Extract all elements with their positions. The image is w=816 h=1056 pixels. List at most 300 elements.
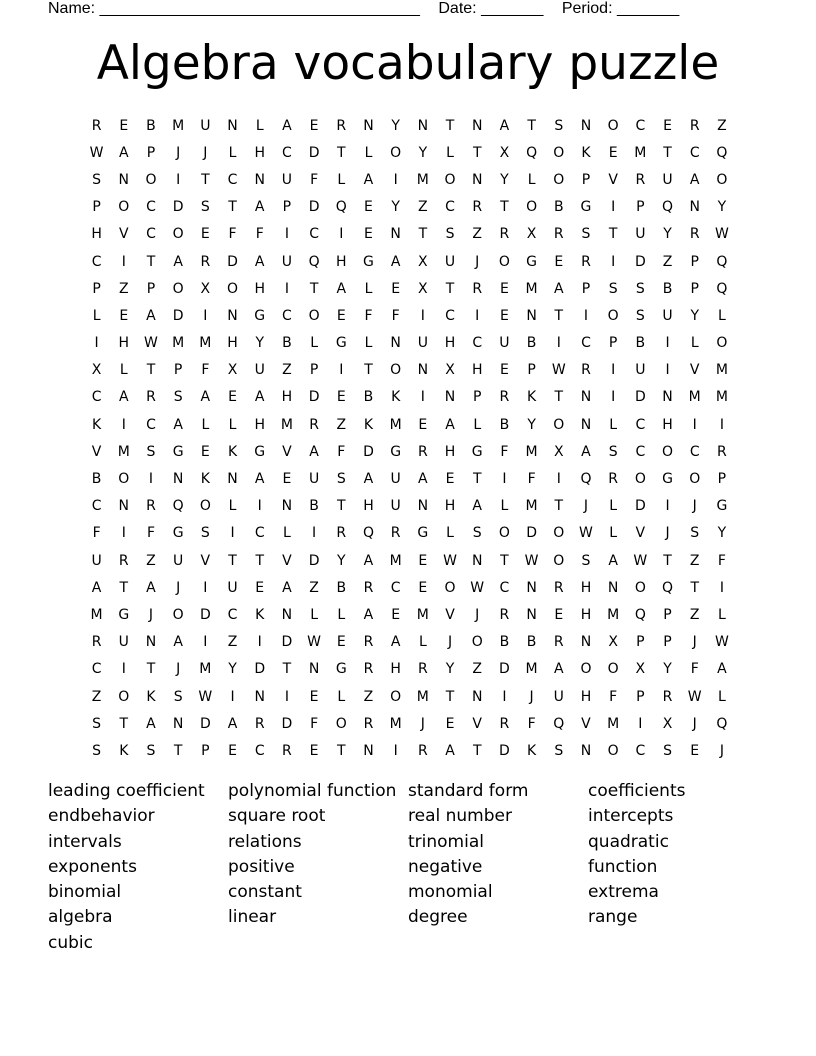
grid-letter: T	[418, 226, 428, 243]
grid-letter: R	[608, 471, 619, 488]
grid-letter: L	[364, 144, 373, 161]
grid-letter: L	[201, 416, 210, 433]
grid-letter: Z	[363, 688, 374, 705]
grid-letter: R	[91, 634, 102, 651]
grid-letter: R	[336, 525, 347, 542]
grid-letter: Z	[146, 552, 156, 569]
grid-letter: A	[309, 443, 319, 460]
grid-letter: E	[445, 471, 455, 488]
grid-letter: H	[444, 498, 456, 515]
grid-letter: O	[172, 226, 184, 243]
grid-letter: B	[499, 634, 510, 651]
grid-letter: S	[200, 525, 210, 542]
grid-letter: T	[472, 471, 482, 488]
grid-letter: P	[636, 634, 645, 651]
grid-letter: Z	[282, 362, 292, 379]
grid-letter: E	[554, 253, 564, 270]
grid-letter: H	[336, 253, 347, 270]
grid-letter: K	[391, 389, 401, 406]
grid-letter: S	[92, 742, 102, 759]
grid-letter: I	[339, 362, 344, 379]
grid-letter: W	[470, 579, 485, 596]
grid-letter: T	[472, 144, 482, 161]
grid-letter: A	[363, 171, 374, 188]
grid-letter: L	[364, 280, 373, 297]
grid-letter: Z	[91, 688, 102, 705]
grid-letter: N	[417, 362, 429, 379]
grid-letter: I	[339, 226, 344, 243]
grid-letter: A	[363, 552, 374, 569]
grid-letter: D	[308, 389, 320, 406]
grid-letter: N	[227, 471, 238, 488]
grid-letter: R	[390, 525, 401, 542]
grid-letter: M	[688, 389, 701, 406]
word-bank-item	[588, 931, 768, 956]
grid-letter: J	[176, 661, 181, 678]
grid-letter: P	[92, 280, 101, 297]
grid-letter: T	[445, 688, 455, 705]
grid-letter: H	[390, 661, 401, 678]
grid-letter: M	[389, 552, 402, 569]
period-field-label: Period: _______	[561, 0, 680, 17]
grid-letter: U	[662, 307, 673, 324]
grid-letter: H	[227, 335, 238, 352]
grid-letter: E	[391, 280, 401, 297]
grid-letter: S	[581, 552, 591, 569]
grid-letter: O	[553, 525, 565, 542]
word-bank-item: trinomial	[408, 831, 484, 852]
grid-letter: L	[690, 335, 699, 352]
grid-letter: D	[634, 253, 646, 270]
grid-letter: P	[201, 742, 210, 759]
grid-letter: I	[94, 335, 99, 352]
grid-letter: S	[608, 280, 618, 297]
grid-letter: E	[445, 715, 455, 732]
grid-letter: W	[579, 525, 593, 542]
grid-letter: V	[581, 715, 591, 732]
grid-letter: D	[281, 715, 293, 732]
grid-letter: E	[255, 579, 265, 596]
grid-letter: M	[525, 443, 538, 460]
word-bank-item: linear	[228, 907, 277, 928]
word-bank-item: cubic	[48, 932, 93, 953]
grid-letter: H	[444, 335, 456, 352]
grid-letter: I	[665, 362, 670, 379]
grid-letter: L	[718, 606, 726, 623]
grid-letter: A	[254, 471, 265, 488]
grid-letter: F	[310, 715, 319, 732]
grid-letter: H	[281, 389, 293, 406]
grid-letter: O	[498, 525, 510, 542]
grid-letter: T	[472, 742, 482, 759]
grid-letter: P	[663, 606, 672, 623]
grid-letter: N	[444, 389, 456, 406]
grid-letter: A	[173, 634, 183, 651]
grid-letter: U	[635, 362, 646, 379]
grid-letter: I	[665, 335, 670, 352]
grid-letter: I	[121, 416, 126, 433]
grid-letter: J	[176, 144, 181, 161]
grid-letter: L	[718, 688, 726, 705]
grid-letter: R	[553, 579, 564, 596]
grid-letter: U	[227, 579, 238, 596]
grid-letter: D	[363, 443, 374, 460]
grid-letter: V	[608, 171, 618, 188]
grid-letter: Q	[172, 498, 184, 515]
grid-letter: D	[308, 552, 320, 569]
grid-letter: P	[636, 688, 645, 705]
grid-letter: Z	[418, 199, 428, 216]
grid-letter: W	[89, 144, 104, 161]
grid-letter: P	[717, 471, 727, 488]
grid-letter: S	[690, 525, 700, 542]
grid-letter: H	[580, 606, 592, 623]
grid-letter: O	[471, 634, 483, 651]
grid-letter: Y	[527, 416, 536, 433]
grid-letter: N	[118, 498, 130, 515]
grid-letter: Z	[336, 416, 347, 433]
grid-letter: H	[118, 335, 130, 352]
word-bank-item	[408, 931, 588, 956]
grid-letter: A	[689, 171, 700, 188]
grid-letter: W	[443, 552, 457, 569]
word-bank-item: monomial	[408, 882, 493, 903]
grid-letter: J	[583, 498, 589, 515]
grid-letter: Z	[717, 117, 727, 134]
grid-letter: U	[281, 253, 293, 270]
grid-letter: T	[255, 552, 264, 569]
grid-letter: T	[309, 280, 319, 297]
grid-letter: U	[254, 362, 265, 379]
grid-letter: E	[228, 742, 237, 759]
grid-letter: W	[714, 634, 729, 651]
grid-letter: M	[416, 606, 429, 623]
grid-letter: E	[391, 606, 401, 623]
grid-letter: R	[363, 634, 374, 651]
grid-letter: N	[580, 742, 592, 759]
grid-letter: J	[475, 253, 480, 270]
grid-letter: T	[500, 552, 509, 569]
grid-letter: H	[580, 688, 592, 705]
grid-letter: I	[611, 253, 616, 270]
grid-letter: I	[719, 579, 724, 596]
grid-letter: B	[336, 579, 347, 596]
grid-letter: R	[717, 443, 727, 460]
grid-letter: Y	[690, 307, 699, 324]
grid-letter: O	[607, 117, 619, 134]
grid-letter: C	[445, 307, 455, 324]
grid-letter: M	[280, 416, 293, 433]
grid-letter: Z	[689, 606, 700, 623]
grid-letter: T	[146, 253, 156, 270]
grid-letter: Z	[309, 579, 319, 596]
grid-letter: S	[608, 443, 618, 460]
grid-letter: O	[689, 471, 701, 488]
grid-letter: R	[282, 742, 292, 759]
grid-letter: O	[227, 280, 239, 297]
grid-letter: R	[499, 226, 510, 243]
grid-letter: T	[500, 199, 509, 216]
grid-letter: B	[363, 389, 374, 406]
grid-letter: S	[200, 199, 210, 216]
grid-letter: O	[390, 688, 402, 705]
grid-letter: H	[254, 144, 265, 161]
grid-letter: B	[553, 199, 564, 216]
grid-letter: V	[445, 606, 455, 623]
grid-letter: G	[716, 498, 728, 515]
grid-letter: P	[309, 362, 319, 379]
grid-letter: Y	[663, 661, 672, 678]
grid-letter: X	[91, 362, 102, 379]
grid-letter: Y	[717, 525, 727, 542]
grid-letter: A	[445, 742, 455, 759]
grid-letter: A	[553, 661, 564, 678]
grid-letter: I	[611, 199, 616, 216]
grid-letter: E	[336, 389, 346, 406]
grid-letter: S	[581, 226, 591, 243]
grid-letter: O	[607, 742, 619, 759]
grid-letter: A	[173, 253, 183, 270]
grid-letter: O	[526, 199, 538, 216]
grid-letter: R	[336, 117, 347, 134]
grid-letter: I	[148, 471, 154, 488]
grid-letter: Y	[228, 661, 237, 678]
grid-letter: W	[524, 552, 539, 569]
grid-letter: N	[471, 171, 483, 188]
grid-letter: B	[282, 335, 292, 352]
grid-letter: S	[92, 715, 102, 732]
grid-letter: C	[254, 742, 265, 759]
grid-letter: G	[335, 335, 347, 352]
grid-letter: F	[255, 226, 264, 243]
grid-letter: O	[716, 171, 728, 188]
grid-letter: I	[121, 253, 126, 270]
grid-letter: T	[663, 552, 672, 569]
grid-letter: V	[91, 443, 102, 460]
grid-letter: Q	[553, 715, 565, 732]
grid-letter: V	[200, 552, 211, 569]
grid-letter: Q	[580, 471, 592, 488]
grid-letter: N	[172, 715, 184, 732]
grid-letter: X	[499, 144, 510, 161]
grid-letter: X	[227, 362, 238, 379]
grid-letter: F	[201, 362, 210, 379]
grid-letter: E	[499, 280, 509, 297]
grid-letter: N	[471, 117, 483, 134]
grid-letter: C	[635, 443, 646, 460]
grid-letter: N	[363, 117, 374, 134]
grid-letter: M	[389, 416, 402, 433]
grid-letter: O	[308, 307, 320, 324]
grid-letter: E	[336, 634, 346, 651]
grid-letter: N	[281, 498, 293, 515]
grid-letter: C	[91, 389, 102, 406]
grid-letter: A	[227, 715, 238, 732]
grid-letter: K	[527, 389, 537, 406]
grid-letter: I	[665, 498, 670, 515]
grid-letter: L	[228, 144, 237, 161]
grid-letter: M	[607, 606, 620, 623]
grid-letter: N	[471, 688, 483, 705]
grid-letter: R	[499, 715, 510, 732]
grid-letter: Y	[500, 171, 509, 188]
grid-letter: F	[527, 471, 536, 488]
grid-letter: A	[118, 389, 129, 406]
grid-letter: H	[91, 226, 102, 243]
grid-letter: L	[337, 171, 346, 188]
grid-letter: L	[718, 307, 726, 324]
grid-letter: L	[255, 117, 264, 134]
grid-letter: N	[662, 389, 673, 406]
grid-letter: R	[472, 280, 483, 297]
grid-letter: C	[689, 144, 700, 161]
grid-letter: N	[363, 742, 374, 759]
grid-letter: M	[199, 335, 212, 352]
grid-letter: P	[146, 280, 156, 297]
grid-letter: C	[91, 498, 102, 515]
grid-letter: I	[638, 715, 643, 732]
grid-letter: G	[172, 525, 184, 542]
grid-letter: A	[200, 389, 211, 406]
grid-letter: X	[635, 661, 646, 678]
grid-letter: Z	[689, 552, 700, 569]
grid-letter: R	[689, 226, 700, 243]
grid-letter: A	[608, 552, 618, 569]
grid-letter: H	[444, 443, 456, 460]
grid-letter: U	[390, 471, 401, 488]
grid-letter: J	[148, 606, 154, 623]
grid-letter: A	[146, 307, 156, 324]
grid-letter: R	[499, 606, 510, 623]
grid-letter: S	[472, 525, 482, 542]
grid-letter: T	[337, 144, 346, 161]
grid-letter: V	[282, 443, 292, 460]
grid-letter: W	[144, 335, 158, 352]
grid-letter: Q	[716, 280, 728, 297]
grid-letter: X	[200, 280, 211, 297]
grid-letter: B	[526, 634, 537, 651]
grid-letter: I	[692, 416, 697, 433]
grid-letter: G	[254, 307, 266, 324]
grid-letter: X	[418, 280, 428, 297]
grid-letter: L	[119, 362, 128, 379]
grid-letter: L	[473, 416, 482, 433]
grid-letter: A	[146, 579, 156, 596]
grid-letter: C	[146, 416, 156, 433]
grid-letter: S	[635, 280, 645, 297]
word-bank-item: exponents	[48, 856, 137, 877]
word-bank-item: extrema	[588, 882, 659, 903]
grid-letter: I	[502, 688, 507, 705]
grid-letter: E	[200, 226, 210, 243]
word-bank-item: degree	[408, 907, 468, 928]
grid-letter: M	[172, 335, 185, 352]
grid-letter: K	[119, 742, 129, 759]
grid-letter: E	[119, 307, 129, 324]
grid-letter: Z	[472, 226, 483, 243]
grid-letter: E	[282, 471, 292, 488]
grid-letter: O	[118, 688, 130, 705]
grid-letter: T	[337, 498, 346, 515]
grid-letter: J	[475, 606, 480, 623]
grid-letter: L	[364, 335, 373, 352]
grid-letter: Q	[634, 606, 646, 623]
grid-letter: O	[662, 443, 674, 460]
grid-letter: P	[282, 199, 292, 216]
grid-letter: E	[418, 416, 428, 433]
grid-letter: A	[363, 471, 374, 488]
grid-letter: R	[662, 688, 673, 705]
grid-letter: M	[525, 280, 538, 297]
grid-letter: W	[633, 552, 648, 569]
grid-letter: I	[203, 307, 208, 324]
grid-letter: A	[146, 715, 156, 732]
grid-letter: K	[146, 688, 156, 705]
grid-letter: D	[634, 389, 646, 406]
grid-letter: Y	[391, 117, 400, 134]
name-field-label: Name: ____________________________________	[48, 0, 420, 17]
word-bank-item: binomial	[48, 882, 122, 903]
grid-letter: I	[257, 634, 262, 651]
grid-letter: M	[416, 688, 429, 705]
grid-letter: N	[254, 171, 265, 188]
grid-letter: N	[580, 389, 592, 406]
grid-letter: U	[662, 171, 673, 188]
grid-letter: C	[390, 579, 401, 596]
grid-letter: D	[634, 498, 646, 515]
grid-letter: A	[717, 661, 727, 678]
grid-letter: A	[445, 416, 455, 433]
grid-letter: L	[337, 688, 346, 705]
grid-letter: M	[416, 171, 429, 188]
grid-letter: N	[145, 634, 157, 651]
grid-letter: M	[525, 661, 538, 678]
grid-letter: A	[418, 471, 428, 488]
grid-letter: M	[607, 715, 620, 732]
grid-letter: O	[580, 661, 592, 678]
grid-letter: C	[635, 117, 646, 134]
grid-letter: E	[499, 362, 509, 379]
grid-letter: R	[363, 579, 374, 596]
grid-letter: Z	[118, 280, 129, 297]
grid-letter: B	[146, 117, 156, 134]
grid-letter: T	[228, 552, 237, 569]
grid-letter: O	[553, 416, 565, 433]
grid-letter: L	[609, 498, 618, 515]
grid-letter: C	[254, 525, 265, 542]
grid-letter: N	[254, 688, 265, 705]
grid-letter: A	[336, 280, 347, 297]
grid-letter: U	[635, 226, 646, 243]
grid-letter: R	[146, 498, 156, 515]
grid-letter: L	[446, 525, 454, 542]
grid-letter: T	[445, 117, 455, 134]
grid-letter: V	[635, 525, 646, 542]
word-bank-item: leading coefficient	[48, 781, 205, 801]
grid-letter: N	[227, 117, 238, 134]
grid-letter: N	[526, 606, 537, 623]
grid-letter: L	[609, 525, 618, 542]
grid-letter: P	[663, 634, 672, 651]
grid-letter: J	[176, 579, 181, 596]
grid-letter: T	[282, 661, 292, 678]
grid-letter: A	[254, 389, 265, 406]
grid-letter: X	[445, 362, 455, 379]
grid-letter: C	[472, 335, 483, 352]
grid-letter: I	[393, 171, 398, 188]
grid-letter: P	[581, 171, 591, 188]
grid-letter: P	[146, 144, 156, 161]
